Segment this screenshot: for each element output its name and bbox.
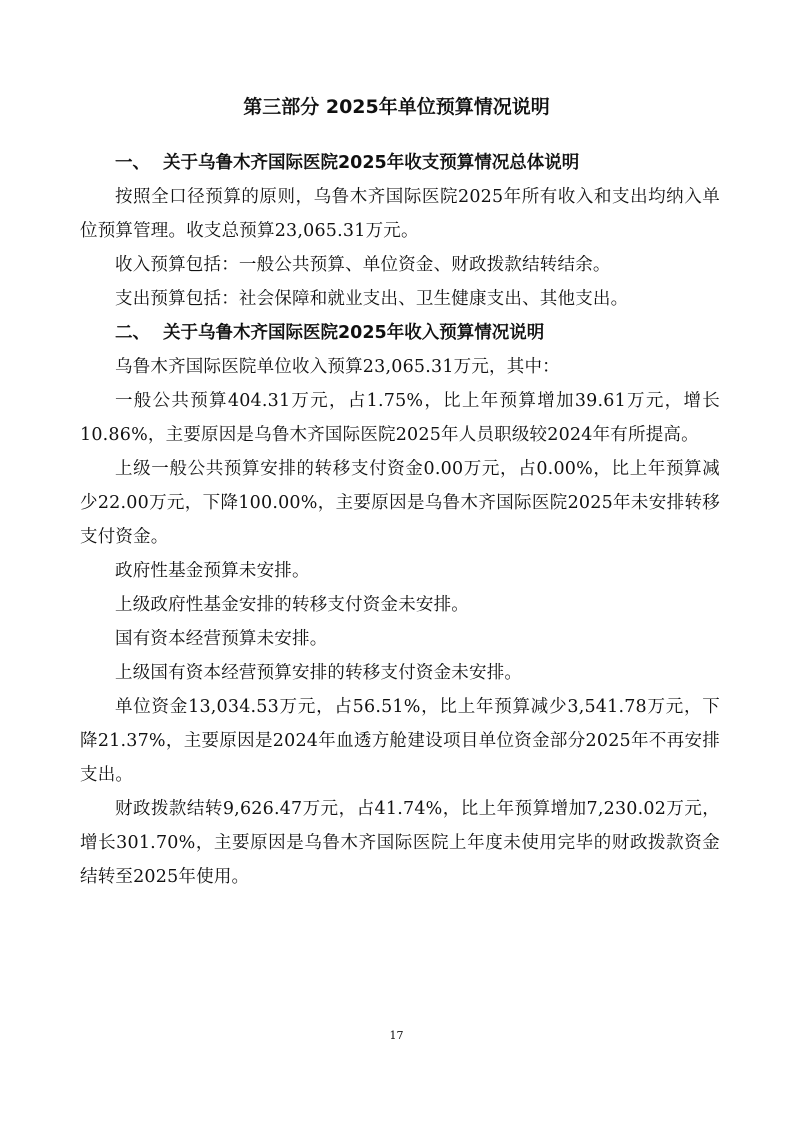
document-body [80,146,720,894]
section-heading-text-1: 关于乌鲁木齐国际医院2025年收支预算情况总体说明 [163,153,580,173]
paragraph: 政府性基金预算未安排。 [115,561,310,581]
paragraph: 国有资本经营预算未安排。 [115,629,328,649]
paragraph: 上级一般公共预算安排的转移支付资金0.00万元，占0.00%，比上年预算减少22.00万元，下降100.00%，主要原因是乌鲁木齐国际医院2025年未安排转移支付资金。 [80,459,720,547]
paragraph: 单位资金13,034.53万元，占56.51%，比上年预算减少3,541.78万元，下降21.37%，主要原因是2024年血透方舱建设项目单位资金部分2025年不再安排支出。 [80,697,720,785]
section-heading-1 [80,146,720,180]
paragraph: 乌鲁木齐国际医院单位收入预算23,065.31万元，其中： [115,357,560,377]
page-number: 17 [389,1029,404,1042]
paragraph: 上级政府性基金安排的转移支付资金未安排。 [115,595,469,615]
page-title: 第三部分 2025年单位预算情况说明 [243,96,550,118]
section-number-1: 一、 [115,153,150,173]
paragraph: 一般公共预算404.31万元，占1.75%，比上年预算增加39.61万元，增长10.86%，主要原因是乌鲁木齐国际医院2025年人员职级较2024年有所提高。 [80,391,720,445]
paragraph: 按照全口径预算的原则，乌鲁木齐国际医院2025年所有收入和支出均纳入单位预算管理。收支总预算23,065.31万元。 [80,187,720,241]
paragraph: 上级国有资本经营预算安排的转移支付资金未安排。 [115,663,523,683]
section-heading-2 [80,316,720,350]
paragraph: 财政拨款结转9,626.47万元，占41.74%，比上年预算增加7,230.02万元，增长301.70%，主要原因是乌鲁木齐国际医院上年度未使用完毕的财政拨款资金结转至2025年使用。 [80,799,720,887]
paragraph: 支出预算包括：社会保障和就业支出、卫生健康支出、其他支出。 [115,289,629,309]
section-heading-text-2: 关于乌鲁木齐国际医院2025年收入预算情况说明 [163,323,545,343]
paragraph: 收入预算包括：一般公共预算、单位资金、财政拨款结转结余。 [115,255,611,275]
section-number-2: 二、 [115,323,150,343]
